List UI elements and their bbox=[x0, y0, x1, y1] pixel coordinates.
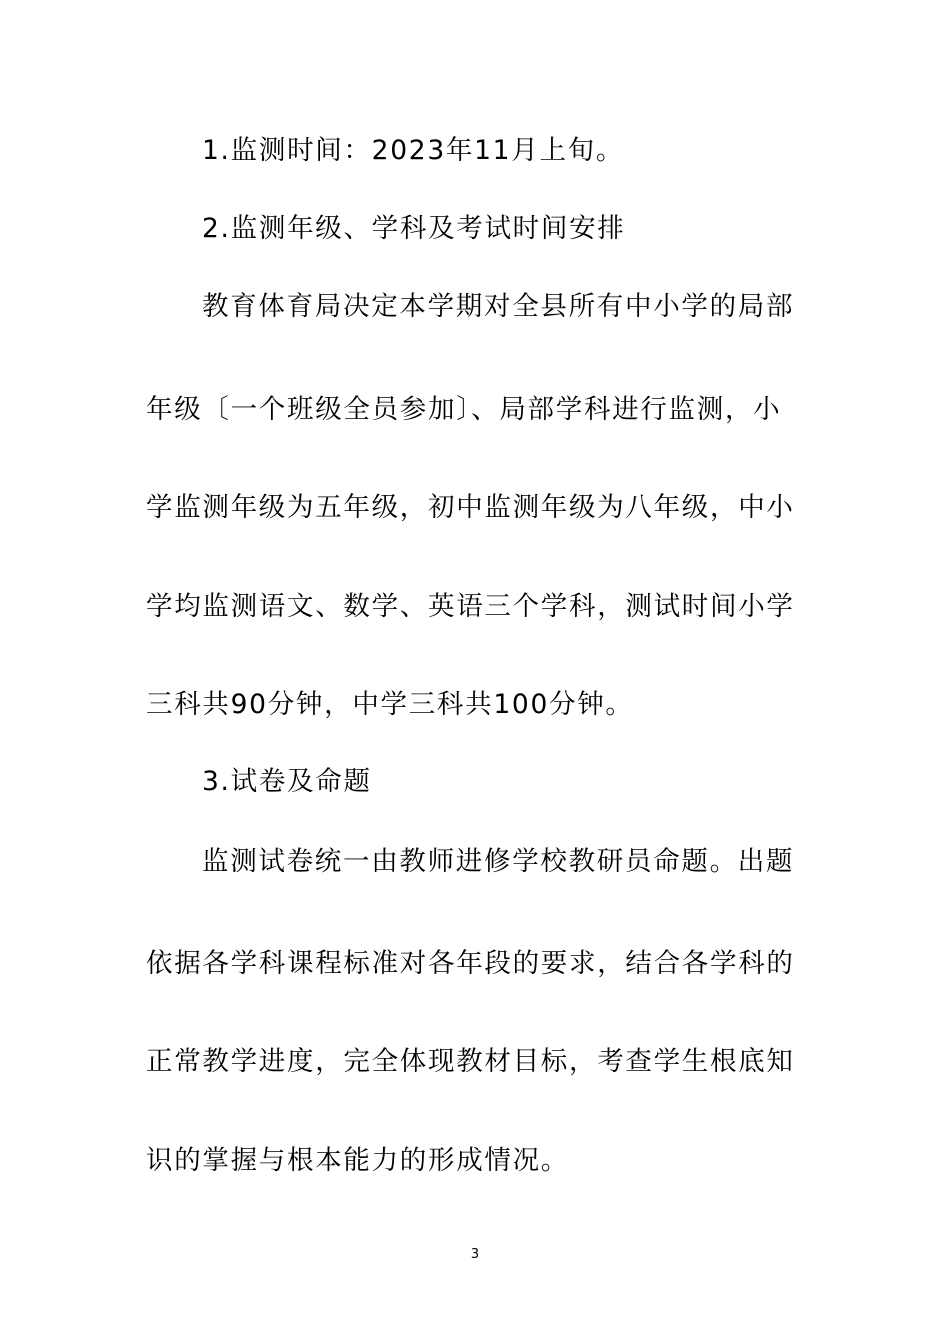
paragraph-line: 识的掌握与根本能力的形成情况。 bbox=[146, 1145, 569, 1176]
section-2-heading: 2.监测年级、学科及考试时间安排 bbox=[202, 213, 626, 244]
paragraph-line: 学监测年级为五年级，初中监测年级为八年级，中小 bbox=[146, 492, 795, 523]
paragraph-line: 三科共90分钟，中学三科共100分钟。 bbox=[146, 689, 634, 720]
paragraph-line: 依据各学科课程标准对各年段的要求，结合各学科的 bbox=[146, 948, 795, 979]
paragraph-line: 正常教学进度，完全体现教材目标，考查学生根底知 bbox=[146, 1046, 795, 1077]
paragraph-line: 教育体育局决定本学期对全县所有中小学的局部 bbox=[202, 291, 795, 322]
section-3-heading: 3.试卷及命题 bbox=[202, 766, 372, 797]
paragraph-line: 年级〔一个班级全员参加〕、局部学科进行监测，小 bbox=[146, 394, 782, 425]
page-number: 3 bbox=[470, 1247, 480, 1262]
section-1-monitoring-time: 1.监测时间：2023年11月上旬。 bbox=[202, 135, 625, 166]
paragraph-line: 监测试卷统一由教师进修学校教研员命题。出题 bbox=[202, 846, 795, 877]
paragraph-line: 学均监测语文、数学、英语三个学科，测试时间小学 bbox=[146, 591, 795, 622]
